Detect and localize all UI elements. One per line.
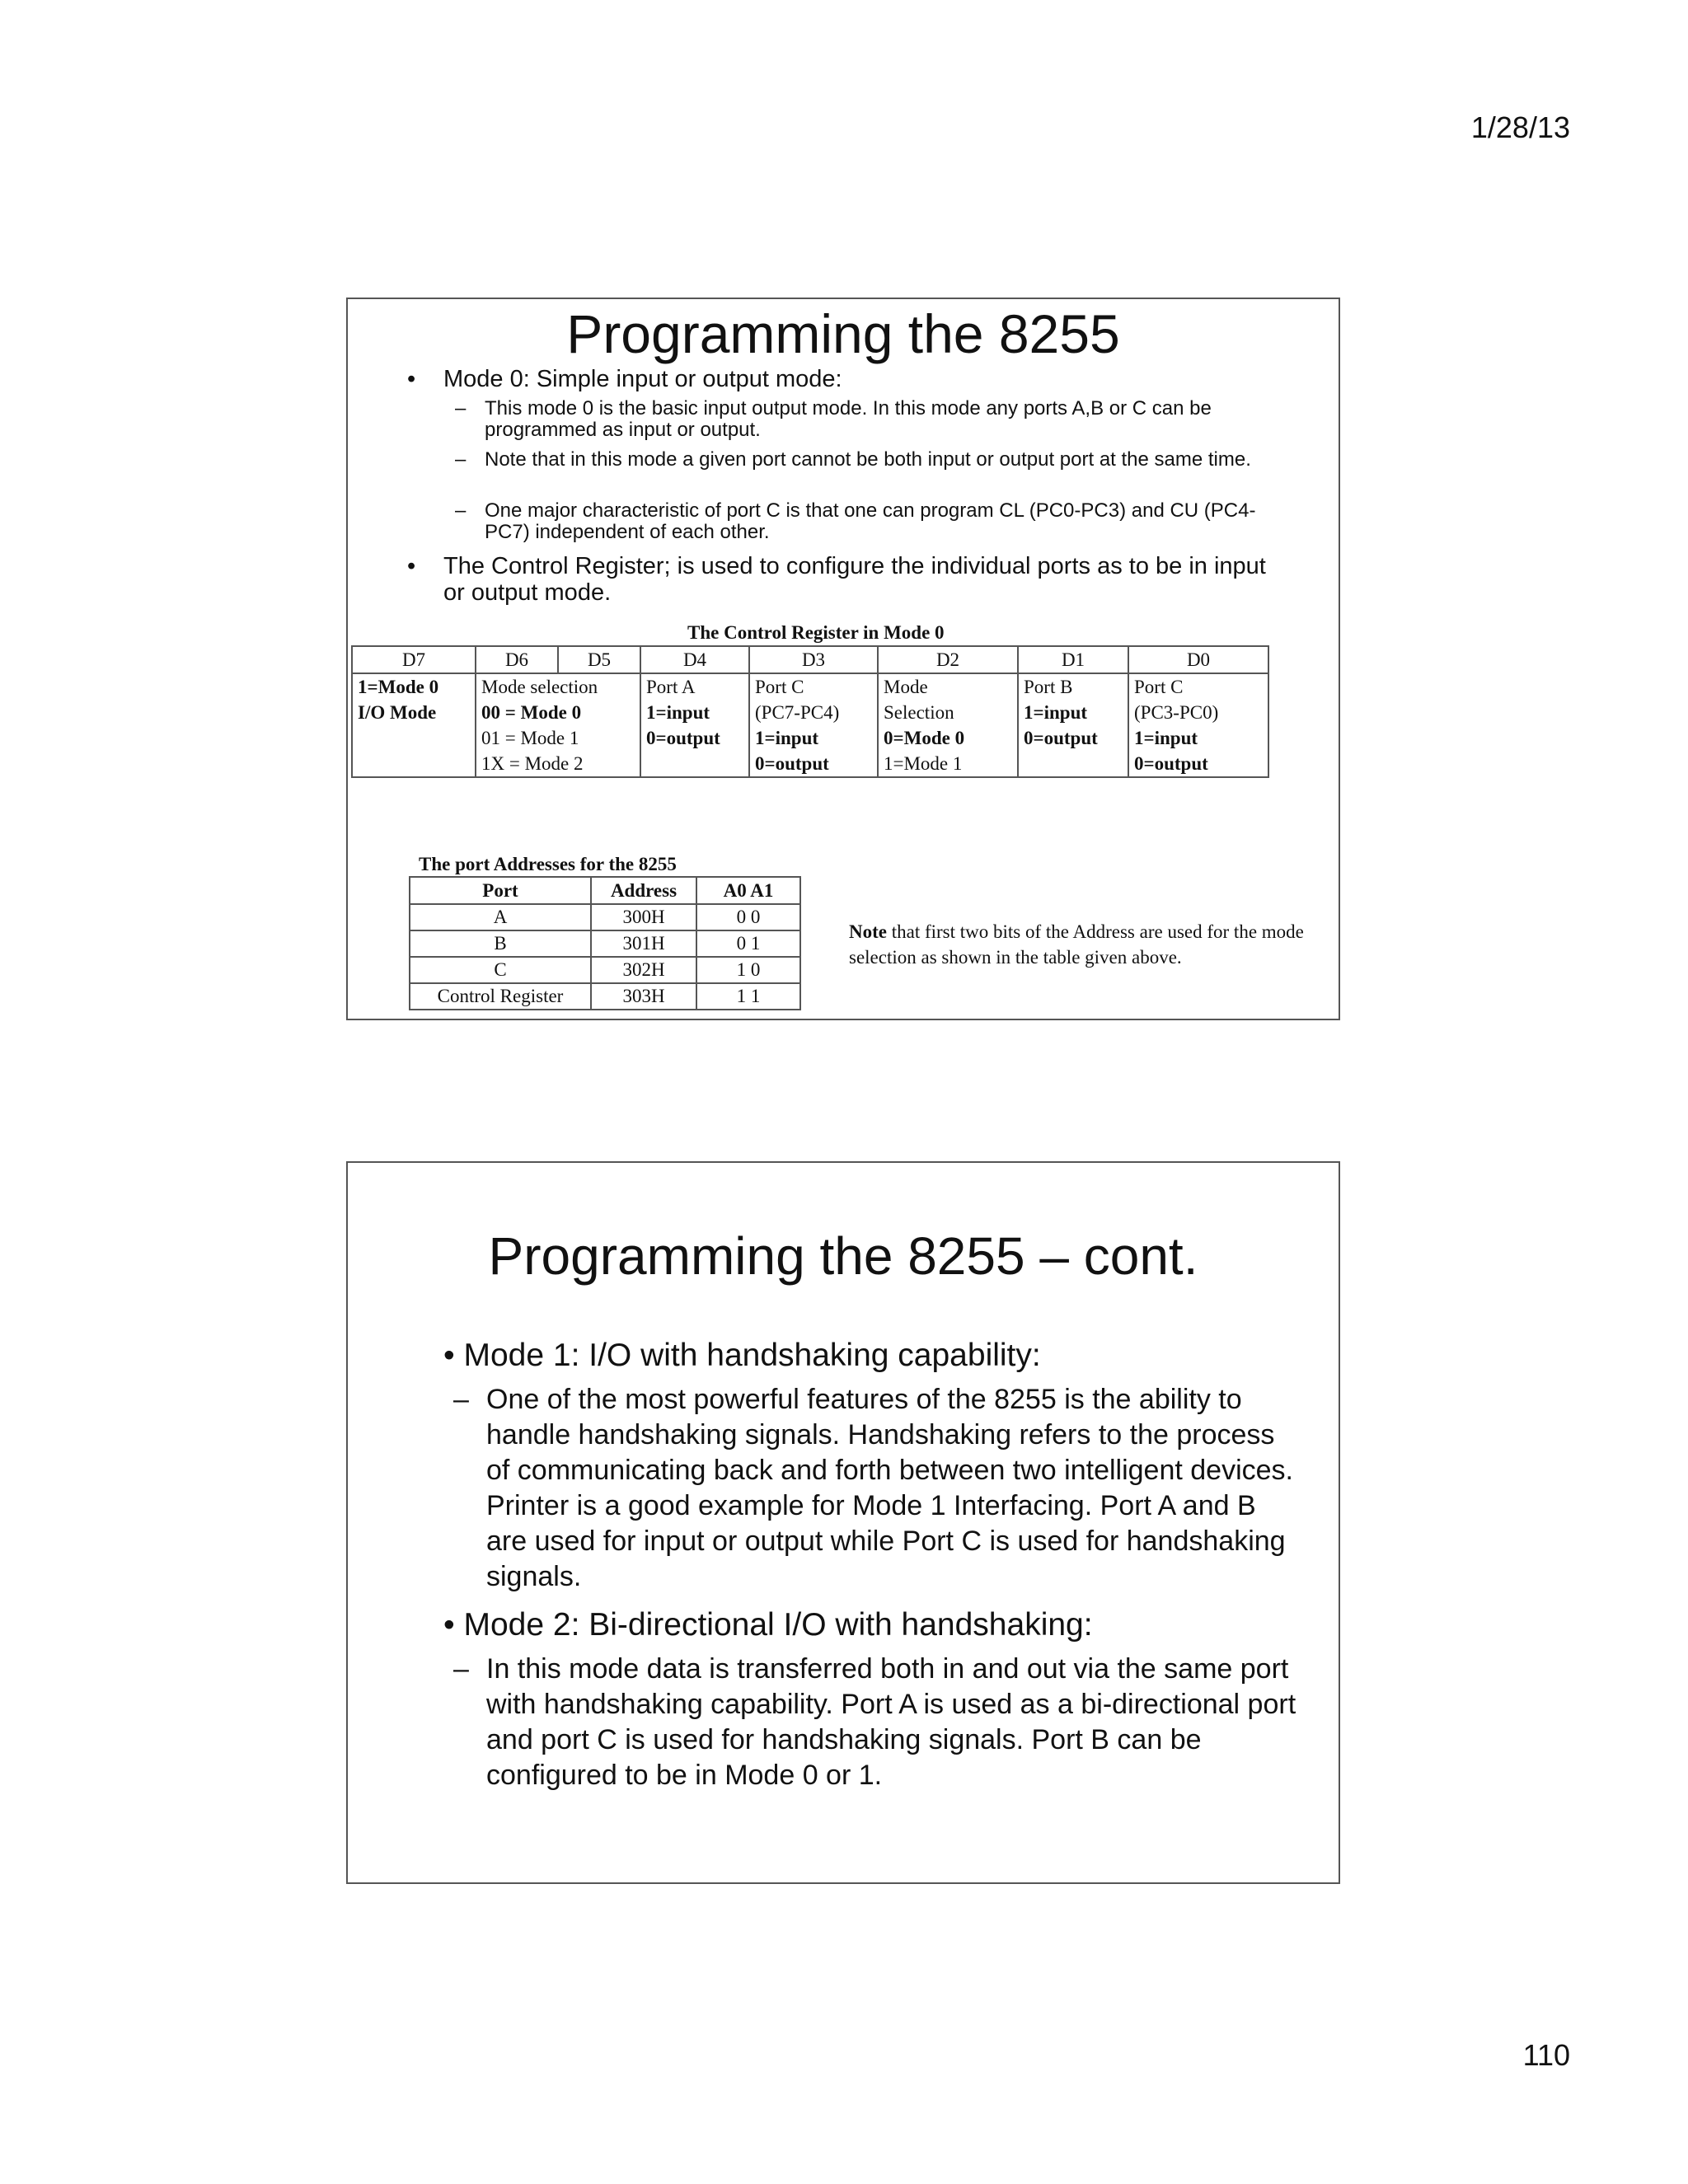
bullet-text: Mode 2: Bi-directional I/O with handshaking: [463, 1607, 1093, 1643]
cell-d6-d5 [476, 673, 640, 777]
bullet-mode-1 [443, 1338, 1317, 1374]
table-header-row [352, 646, 1268, 673]
cell-d1 [1018, 673, 1128, 777]
bullet-text: Mode 1: I/O with handshaking capability: [463, 1338, 1041, 1373]
header-address: Address [591, 877, 696, 904]
cell-line: 1=input [1024, 702, 1088, 723]
header-d3: D3 [749, 646, 878, 673]
cell-line: Port C [755, 677, 804, 697]
cell-line: 00 = Mode 0 [481, 702, 582, 723]
cell-line: Mode [884, 677, 928, 697]
sub-bullet-port-c [455, 499, 1276, 543]
cell-line: 0=Mode 0 [884, 728, 965, 748]
cell-d4 [640, 673, 749, 777]
cell-bits: 0 1 [696, 930, 800, 957]
dash-icon: – [455, 397, 467, 419]
address-note [849, 919, 1340, 970]
cell-line: Port C [1134, 677, 1184, 697]
bullet-text: Mode 0: Simple input or output mode: [443, 366, 842, 392]
note-text: that first two bits of the Address are used for the mode selection as shown in the table given above. [849, 921, 1304, 968]
cell-line: 1X = Mode 2 [481, 753, 584, 774]
header-d6: D6 [476, 646, 558, 673]
cell-d3 [749, 673, 878, 777]
table-row [410, 957, 800, 983]
cell-line: 0=output [646, 728, 720, 748]
cell-line: 1=input [1134, 728, 1198, 748]
cell-d7 [352, 673, 476, 777]
header-d1: D1 [1018, 646, 1128, 673]
sub-bullet-text: One of the most powerful features of the 8255 is the ability to handle handshaking signals. Handshaking refers to the process of communicating back and forth between two intelligent devices. Printer is a good example for Mode 1 Interfacing. Port A and B are used for input or output while Port C is used for handshaking signals. [486, 1384, 1293, 1592]
cell-address: 302H [591, 957, 696, 983]
cell-line: Port A [646, 677, 696, 697]
cell-port: Control Register [410, 983, 591, 1010]
table-row [410, 983, 800, 1010]
cell-line: Port B [1024, 677, 1073, 697]
table-row [352, 673, 1268, 777]
cell-line: I/O Mode [358, 702, 437, 723]
sub-bullet-port-direction [455, 448, 1276, 471]
dash-icon: – [453, 1653, 469, 1685]
bullet-icon: • [443, 1338, 455, 1373]
bullet-text: The Control Register; is used to configure the individual ports as to be in input or output mode. [443, 553, 1266, 606]
cell-address: 301H [591, 930, 696, 957]
cell-line: Selection [884, 702, 954, 723]
dash-icon: – [455, 448, 467, 471]
control-register-caption: The Control Register in Mode 0 [687, 622, 945, 643]
cell-line: 1=Mode 1 [884, 753, 963, 774]
bullet-icon: • [407, 553, 416, 579]
table-row [410, 930, 800, 957]
header-d7: D7 [352, 646, 476, 673]
sub-bullet-bidirectional [453, 1652, 1302, 1793]
header-d2: D2 [878, 646, 1018, 673]
cell-port: A [410, 904, 591, 930]
bullet-icon: • [407, 366, 416, 392]
port-addresses-caption: The port Addresses for the 8255 [419, 854, 677, 874]
cell-d0 [1128, 673, 1268, 777]
port-addresses-table [409, 876, 801, 1010]
header-a0-a1: A0 A1 [696, 877, 800, 904]
cell-line: (PC7-PC4) [755, 702, 840, 723]
bullet-control-register [407, 553, 1284, 606]
sub-bullet-handshaking [453, 1382, 1302, 1595]
slide-title: Programming the 8255 – cont. [488, 1226, 1198, 1286]
cell-port: B [410, 930, 591, 957]
sub-bullet-text: In this mode data is transferred both in and out via the same port with handshaking capability. Port A is used as a bi-directional port and port C is used for handshaking signals. Port B can be configured to be in Mode 0 or 1. [486, 1653, 1296, 1791]
bullet-icon: • [443, 1607, 455, 1643]
cell-port: C [410, 957, 591, 983]
cell-bits: 1 0 [696, 957, 800, 983]
cell-line: (PC3-PC0) [1134, 702, 1219, 723]
cell-bits: 1 1 [696, 983, 800, 1010]
cell-line: 0=output [755, 753, 829, 774]
header-d0: D0 [1128, 646, 1268, 673]
header-d4: D4 [640, 646, 749, 673]
bullet-mode-0 [407, 365, 842, 393]
cell-address: 300H [591, 904, 696, 930]
cell-line: 0=output [1134, 753, 1208, 774]
cell-address: 303H [591, 983, 696, 1010]
cell-line: 1=input [755, 728, 819, 748]
cell-line: Mode selection [481, 677, 598, 697]
control-register-table [351, 645, 1269, 778]
dash-icon: – [455, 499, 467, 522]
slide-title: Programming the 8255 [566, 303, 1120, 364]
cell-bits: 0 0 [696, 904, 800, 930]
cell-line: 1=Mode 0 [358, 677, 439, 697]
bullet-mode-2 [443, 1607, 1317, 1643]
cell-line: 0=output [1024, 728, 1098, 748]
sub-bullet-text: Note that in this mode a given port cannot be both input or output port at the same time. [485, 448, 1251, 471]
sub-bullet-basic-mode [455, 397, 1276, 441]
cell-line: 1=input [646, 702, 710, 723]
sub-bullet-text: This mode 0 is the basic input output mode. In this mode any ports A,B or C can be programmed as input or output. [485, 397, 1212, 441]
table-row [410, 904, 800, 930]
table-header-row [410, 877, 800, 904]
header-d5: D5 [558, 646, 640, 673]
cell-line: 01 = Mode 1 [481, 728, 579, 748]
page-date: 1/28/13 [1470, 110, 1570, 144]
header-port: Port [410, 877, 591, 904]
slide-programming-8255 [346, 298, 1340, 1020]
slide-programming-8255-cont [346, 1161, 1340, 1884]
note-label: Note [849, 921, 887, 942]
page-number: 110 [1522, 2038, 1570, 2072]
cell-d2 [878, 673, 1018, 777]
dash-icon: – [453, 1384, 469, 1415]
sub-bullet-text: One major characteristic of port C is that one can program CL (PC0-PC3) and CU (PC4-PC7) independent of each other. [485, 499, 1256, 543]
